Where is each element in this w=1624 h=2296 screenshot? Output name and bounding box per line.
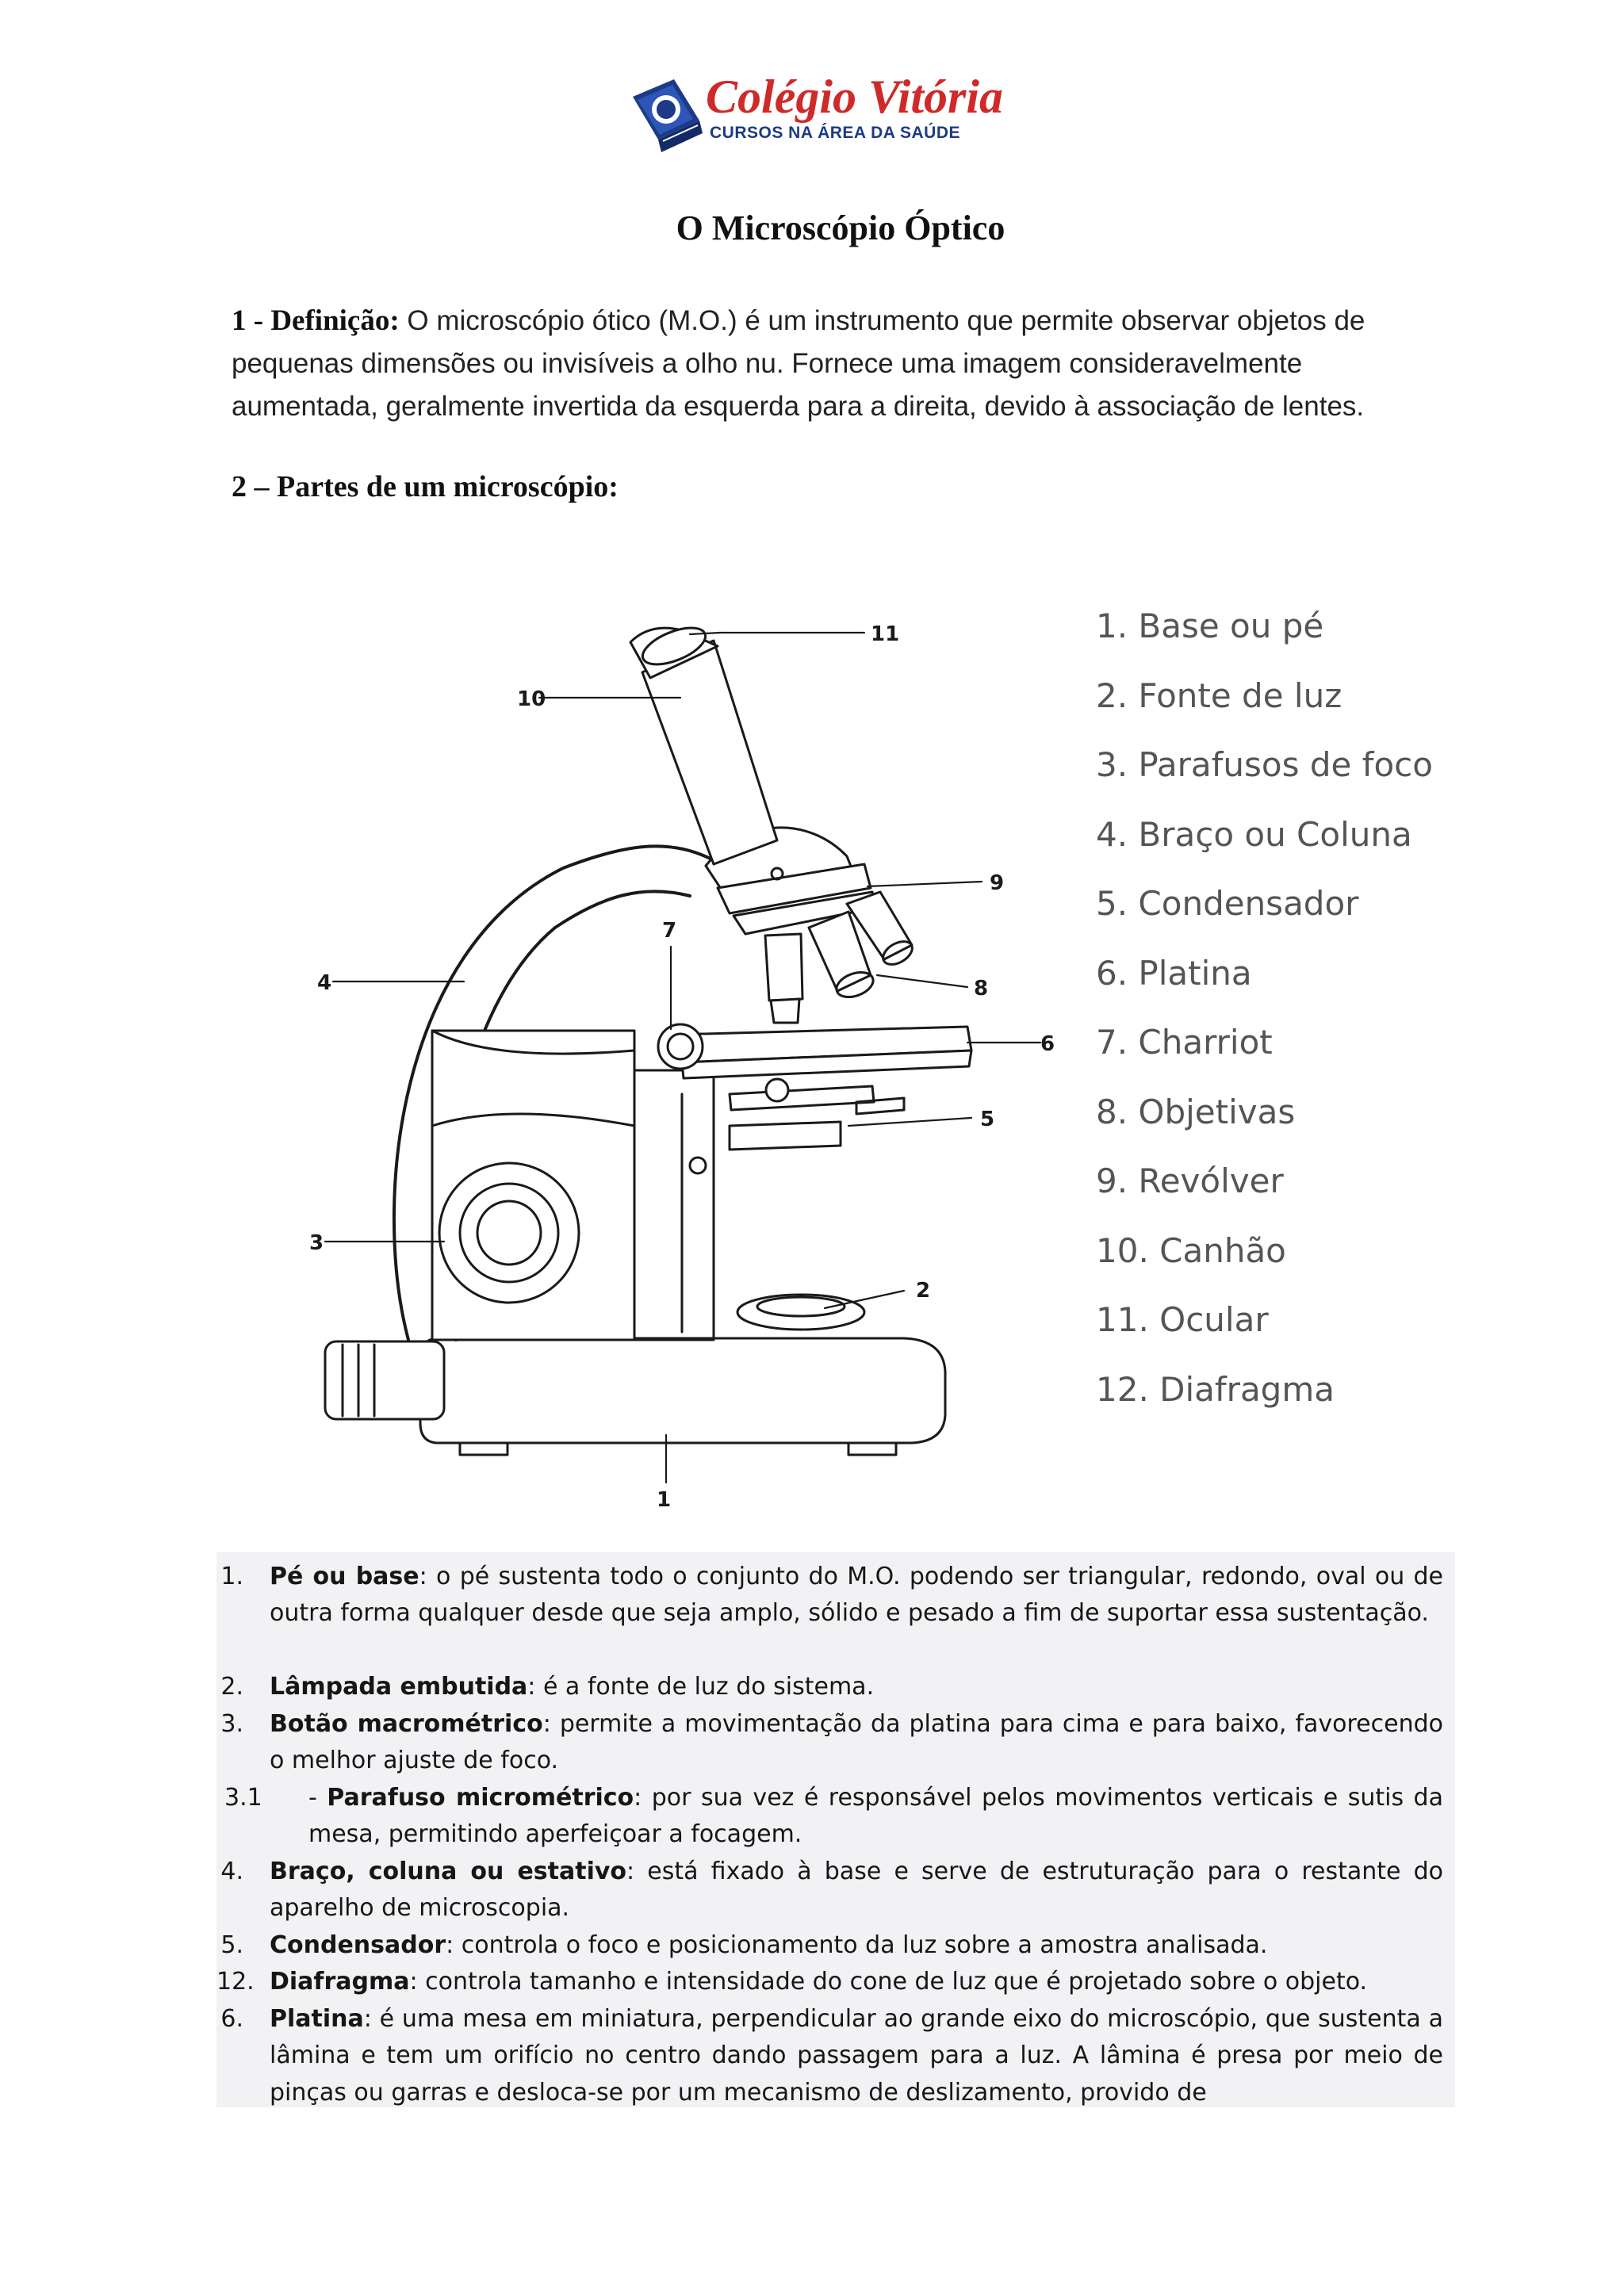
page-title: O Microscópio Óptico (676, 209, 1005, 247)
microscope-diagram (301, 555, 1063, 1530)
logo-subtitle: CURSOS NA ÁREA DA SAÚDE (710, 124, 961, 142)
diagram-label: 2 (916, 1279, 931, 1303)
parts-heading: 2 – Partes de um microscópio: (232, 470, 619, 503)
diagram-label: 3 (309, 1231, 324, 1255)
item-text: : controla tamanho e intensidade do cone de luz que é projetado sobre o objeto. (409, 1968, 1368, 1996)
diagram-label: 9 (990, 871, 1005, 895)
legend-item: 6. Platina (1096, 953, 1252, 993)
item-term: Braço, coluna ou estativo (270, 1858, 627, 1885)
item-term: Platina (270, 2005, 364, 2033)
diagram-label: 6 (1040, 1032, 1055, 1056)
item-number: 5. (220, 1931, 243, 1959)
legend-item: 8. Objetivas (1096, 1092, 1296, 1131)
item-number: 6. (220, 2005, 243, 2033)
item-number: 1. (220, 1563, 243, 1590)
legend-item: 9. Revólver (1096, 1161, 1284, 1200)
legend-item: 2. Fonte de luz (1096, 675, 1342, 715)
legend-item: 10. Canhão (1096, 1230, 1286, 1270)
item-term: Pé ou base (270, 1563, 419, 1590)
logo-name: Colégio Vitória (706, 71, 1004, 123)
legend-item: 11. Ocular (1096, 1300, 1269, 1339)
item-prefix: - (308, 1784, 327, 1812)
item-text: : está fixado à base e serve de estruturação para o restante do aparelho de microscopia. (270, 1858, 1444, 1923)
definition-text: O microscópio ótico (M.O.) é um instrumento que permite observar objetos de pequenas dimensões ou invisíveis a olho nu. Fornece uma imagem consideravelmente aumentada, geralmente invertida da esquerda para a direita, devido à associação de lentes. (232, 305, 1365, 422)
legend-item: 5. Condensador (1096, 884, 1359, 923)
legend-item: 7. Charriot (1096, 1023, 1273, 1062)
item-number: 4. (220, 1858, 243, 1885)
legend-item: 4. Braço ou Coluna (1096, 814, 1412, 854)
diagram-label: 4 (317, 971, 332, 995)
item-term: Condensador (270, 1931, 446, 1959)
item-text: : permite a movimentação da platina para cima e para baixo, favorecendo o melhor ajuste de foco. (270, 1710, 1443, 1775)
item-number: 3. (220, 1710, 243, 1738)
book-emblem-icon (626, 73, 706, 160)
parts-description-list (216, 1552, 1455, 2107)
diagram-label: 5 (980, 1108, 995, 1131)
legend-item: 12. Diafragma (1096, 1369, 1335, 1409)
diagram-label: 7 (662, 919, 677, 943)
legend-item: 3. Parafusos de foco (1096, 745, 1433, 784)
item-term: Botão macrométrico (270, 1710, 543, 1738)
item-text: : é uma mesa em miniatura, perpendicular ao grande eixo do microscópio, que sustenta a lâmina e tem um orifício no centro dando passagem para a luz. A lâmina é presa por meio de pinças ou garras e desloca-se por um mecanismo de deslizamento, provido de (270, 2005, 1443, 2107)
definition-lead: 1 - Definição: (232, 304, 400, 337)
item-text: : por sua vez é responsável pelos movimentos verticais e sutis da mesa, permitindo aperfeiçoar a focagem. (308, 1784, 1443, 1849)
legend-item: 1. Base ou pé (1096, 607, 1324, 645)
item-text: : controla o foco e posicionamento da luz sobre a amostra analisada. (446, 1931, 1268, 1959)
item-term: Diafragma (270, 1968, 410, 1996)
item-number: 12. (216, 1968, 255, 1996)
item-term: Lâmpada embutida (270, 1673, 528, 1701)
definition-paragraph (232, 300, 1448, 428)
item-number: 3.1 (224, 1784, 262, 1812)
parts-legend (1096, 603, 1492, 1435)
diagram-label: 10 (517, 687, 546, 711)
item-text: : o pé sustenta todo o conjunto do M.O. podendo ser triangular, redondo, oval ou de outra forma qualquer desde que seja amplo, sólido e pesado a fim de suportar essa sustentação. (270, 1563, 1443, 1628)
school-logo (626, 70, 1015, 161)
item-term: Parafuso micrométrico (327, 1784, 634, 1812)
item-text: : é a fonte de luz do sistema. (527, 1673, 875, 1701)
diagram-label: 11 (871, 622, 900, 646)
diagram-label: 8 (974, 977, 989, 1001)
diagram-label: 1 (657, 1488, 672, 1512)
item-number: 2. (220, 1673, 243, 1701)
